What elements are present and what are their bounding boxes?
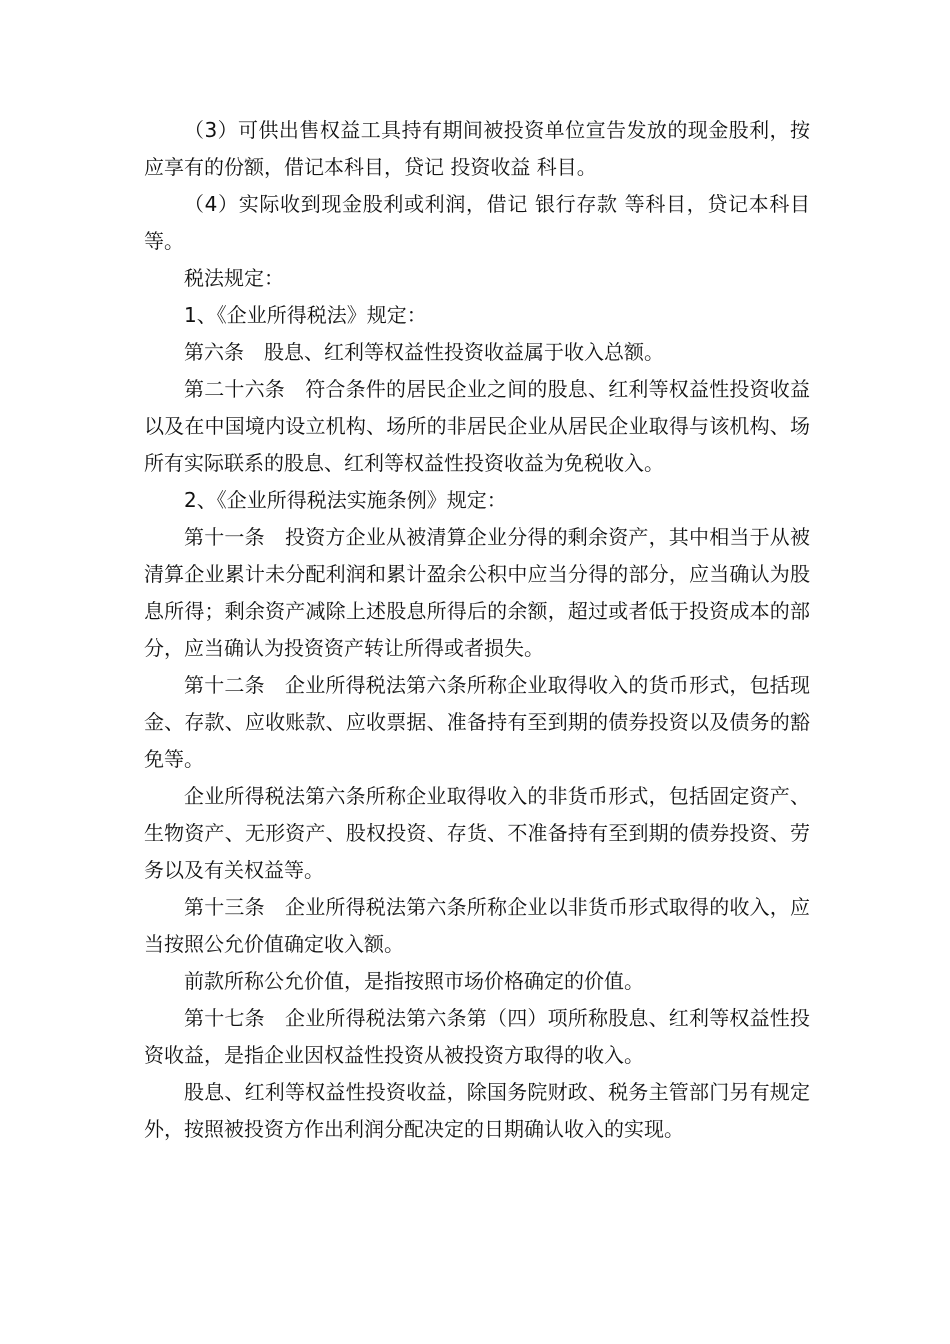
- paragraph: （3）可供出售权益工具持有期间被投资单位宣告发放的现金股利，按应享有的份额，借记本科目，贷记 投资收益 科目。: [144, 118, 810, 179]
- paragraph: 股息、红利等权益性投资收益，除国务院财政、税务主管部门另有规定外，按照被投资方作出利润分配决定的日期确认收入的实现。: [144, 1080, 810, 1141]
- paragraph: 企业所得税法第六条所称企业取得收入的非货币形式，包括固定资产、生物资产、无形资产、股权投资、存货、不准备持有至到期的债券投资、劳务以及有关权益等。: [144, 784, 810, 882]
- paragraph: 2、《企业所得税法实施条例》规定：: [184, 488, 507, 512]
- document-body: [144, 112, 810, 1148]
- paragraph: 第二十六条 符合条件的居民企业之间的股息、红利等权益性投资收益以及在中国境内设立机构、场所的非居民企业从居民企业取得与该机构、场所有实际联系的股息、红利等权益性投资收益为免税收入。: [144, 377, 810, 475]
- paragraph: 第十一条 投资方企业从被清算企业分得的剩余资产，其中相当于从被清算企业累计未分配利润和累计盈余公积中应当分得的部分，应当确认为股息所得；剩余资产减除上述股息所得后的余额，超过或者低于投资成本的部分，应当确认为投资资产转让所得或者损失。: [144, 525, 810, 660]
- paragraph: 第十七条 企业所得税法第六条第（四）项所称股息、红利等权益性投资收益，是指企业因权益性投资从被投资方取得的收入。: [144, 1006, 810, 1067]
- paragraph: 第十二条 企业所得税法第六条所称企业取得收入的货币形式，包括现金、存款、应收账款、应收票据、准备持有至到期的债券投资以及债务的豁免等。: [144, 673, 810, 771]
- paragraph: 第六条 股息、红利等权益性投资收益属于收入总额。: [184, 340, 664, 364]
- paragraph: 1、《企业所得税法》规定：: [184, 303, 427, 327]
- paragraph: （4）实际收到现金股利或利润，借记 银行存款 等科目，贷记本科目等。: [144, 192, 810, 253]
- paragraph: 前款所称公允价值，是指按照市场价格确定的价值。: [184, 969, 644, 993]
- paragraph: 第十三条 企业所得税法第六条所称企业以非货币形式取得的收入，应当按照公允价值确定收入额。: [144, 895, 810, 956]
- paragraph: 税法规定：: [184, 266, 284, 290]
